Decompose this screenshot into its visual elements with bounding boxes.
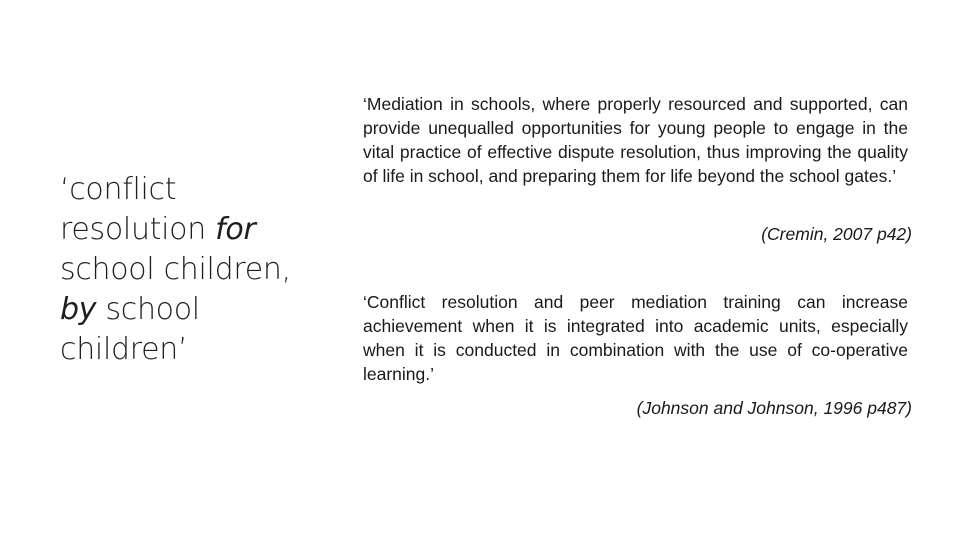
title-line-2-text: resolution [60, 212, 216, 247]
title-line-2-emphasis: for [215, 212, 256, 247]
title-line-4-text: school [96, 292, 200, 327]
title-line-1: ‘conflict [60, 172, 177, 207]
quote-johnson: ‘Conflict resolution and peer mediation training can increase achievement when it is integrated into academic units, especially when it is conducted in combination with the use of co-operative learning.’ [363, 292, 908, 384]
title-line-4-emphasis: by [60, 292, 97, 327]
citation-cremin: (Cremin, 2007 p42) [761, 224, 912, 244]
title-line-2 [60, 210, 320, 250]
title-line-3: school children, [60, 252, 291, 287]
title-line-4 [60, 290, 320, 330]
citation-johnson: (Johnson and Johnson, 1996 p487) [636, 398, 912, 418]
title-line-5: children’ [60, 332, 188, 367]
quote-cremin: ‘Mediation in schools, where properly resourced and supported, can provide unequalled opportunities for young people to engage in the vital practice of effective dispute resolution, thus improving the quality of life in school, and preparing them for life beyond the school gates.’ [363, 94, 908, 186]
slide-title [60, 170, 320, 370]
